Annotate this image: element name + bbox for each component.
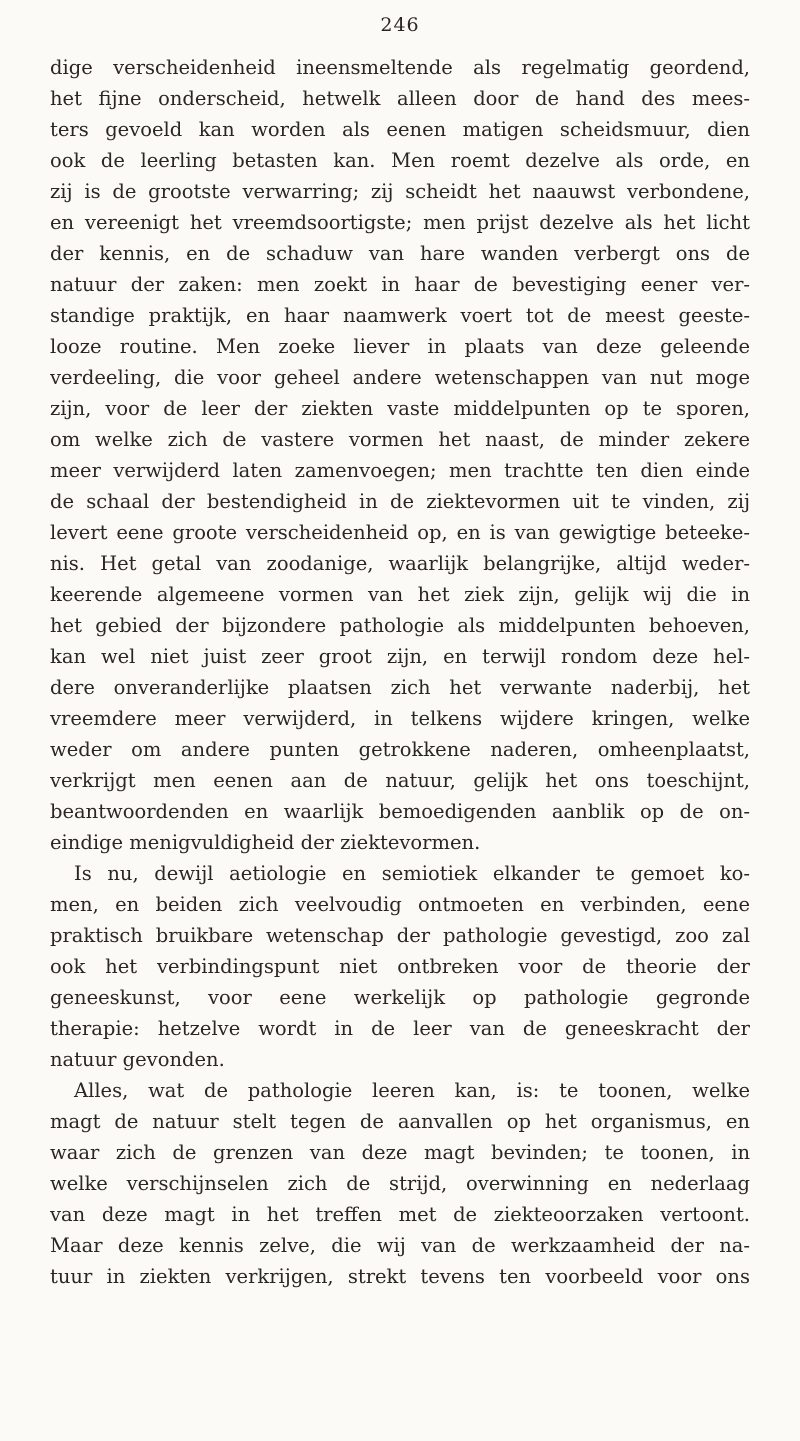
text-line: men, en beiden zich veelvoudig ontmoeten en verbinden, eene [50,893,750,916]
text-line: tuur in ziekten verkrijgen, strekt tevens ten voorbeeld voor ons [50,1265,750,1288]
text-line: dige verscheidenheid ineensmeltende als regelmatig geordend, [50,56,750,79]
text-line: natuur gevonden. [50,1048,225,1071]
text-line: magt de natuur stelt tegen de aanvallen op het organismus, en [50,1110,750,1133]
text-line: ook het verbindingspunt niet ontbreken voor de theorie der [50,955,750,978]
text-line: ook de leerling betasten kan. Men roemt dezelve als orde, en [50,149,750,172]
text-line: waar zich de grenzen van deze magt bevinden; te toonen, in [50,1141,750,1164]
text-line: Is nu, dewijl aetiologie en semiotiek elkander te gemoet ko- [74,862,750,885]
text-line: meer verwijderd laten zamenvoegen; men trachtte ten dien einde [50,459,750,482]
text-line: nis. Het getal van zoodanige, waarlijk belangrijke, altijd weder- [50,552,750,575]
text-line: dere onveranderlijke plaatsen zich het verwante naderbij, het [50,676,750,699]
text-line: therapie: hetzelve wordt in de leer van de geneeskracht der [50,1017,750,1040]
text-line: het fijne onderscheid, hetwelk alleen door de hand des mees- [50,87,750,110]
page-number: 246 [380,14,420,36]
text-line: verdeeling, die voor geheel andere wetenschappen van nut moge [50,366,750,389]
text-line: de schaal der bestendigheid in de ziektevormen uit te vinden, zij [50,490,750,513]
text-line: vreemdere meer verwijderd, in telkens wijdere kringen, welke [50,707,750,730]
text-line: beantwoordenden en waarlijk bemoedigenden aanblik op de on- [50,800,750,823]
text-line: zijn, voor de leer der ziekten vaste middelpunten op te sporen, [50,397,750,420]
text-line: eindige menigvuldigheid der ziektevormen. [50,831,481,854]
text-line: en vereenigt het vreemdsoortigste; men prijst dezelve als het licht [50,211,750,234]
text-line: Maar deze kennis zelve, die wij van de werkzaamheid der na- [50,1234,750,1257]
text-line: van deze magt in het treffen met de ziekteoorzaken vertoont. [50,1203,750,1226]
text-line: geneeskunst, voor eene werkelijk op pathologie gegronde [50,986,750,1009]
body-text [50,52,750,1292]
text-line: kan wel niet juist zeer groot zijn, en terwijl rondom deze hel- [50,645,750,668]
text-line: natuur der zaken: men zoekt in haar de bevestiging eener ver- [50,273,750,296]
text-line: standige praktijk, en haar naamwerk voert tot de meest geeste- [50,304,750,327]
text-line: Alles, wat de pathologie leeren kan, is: te toonen, welke [74,1079,750,1102]
text-line: praktisch bruikbare wetenschap der pathologie gevestigd, zoo zal [50,924,750,947]
text-line: der kennis, en de schaduw van hare wanden verbergt ons de [50,242,750,265]
text-line: levert eene groote verscheidenheid op, en is van gewigtige beteeke- [50,521,750,544]
text-line: om welke zich de vastere vormen het naast, de minder zekere [50,428,750,451]
text-line: verkrijgt men eenen aan de natuur, gelijk het ons toeschijnt, [50,769,750,792]
text-line: het gebied der bijzondere pathologie als middelpunten behoeven, [50,614,750,637]
text-line: looze routine. Men zoeke liever in plaats van deze geleende [50,335,750,358]
text-line: keerende algemeene vormen van het ziek zijn, gelijk wij die in [50,583,750,606]
text-line: welke verschijnselen zich de strijd, overwinning en nederlaag [50,1172,750,1195]
text-line: ters gevoeld kan worden als eenen matigen scheidsmuur, dien [50,118,750,141]
text-line: zij is de grootste verwarring; zij scheidt het naauwst verbondene, [50,180,750,203]
text-line: weder om andere punten getrokkene naderen, omheenplaatst, [50,738,750,761]
